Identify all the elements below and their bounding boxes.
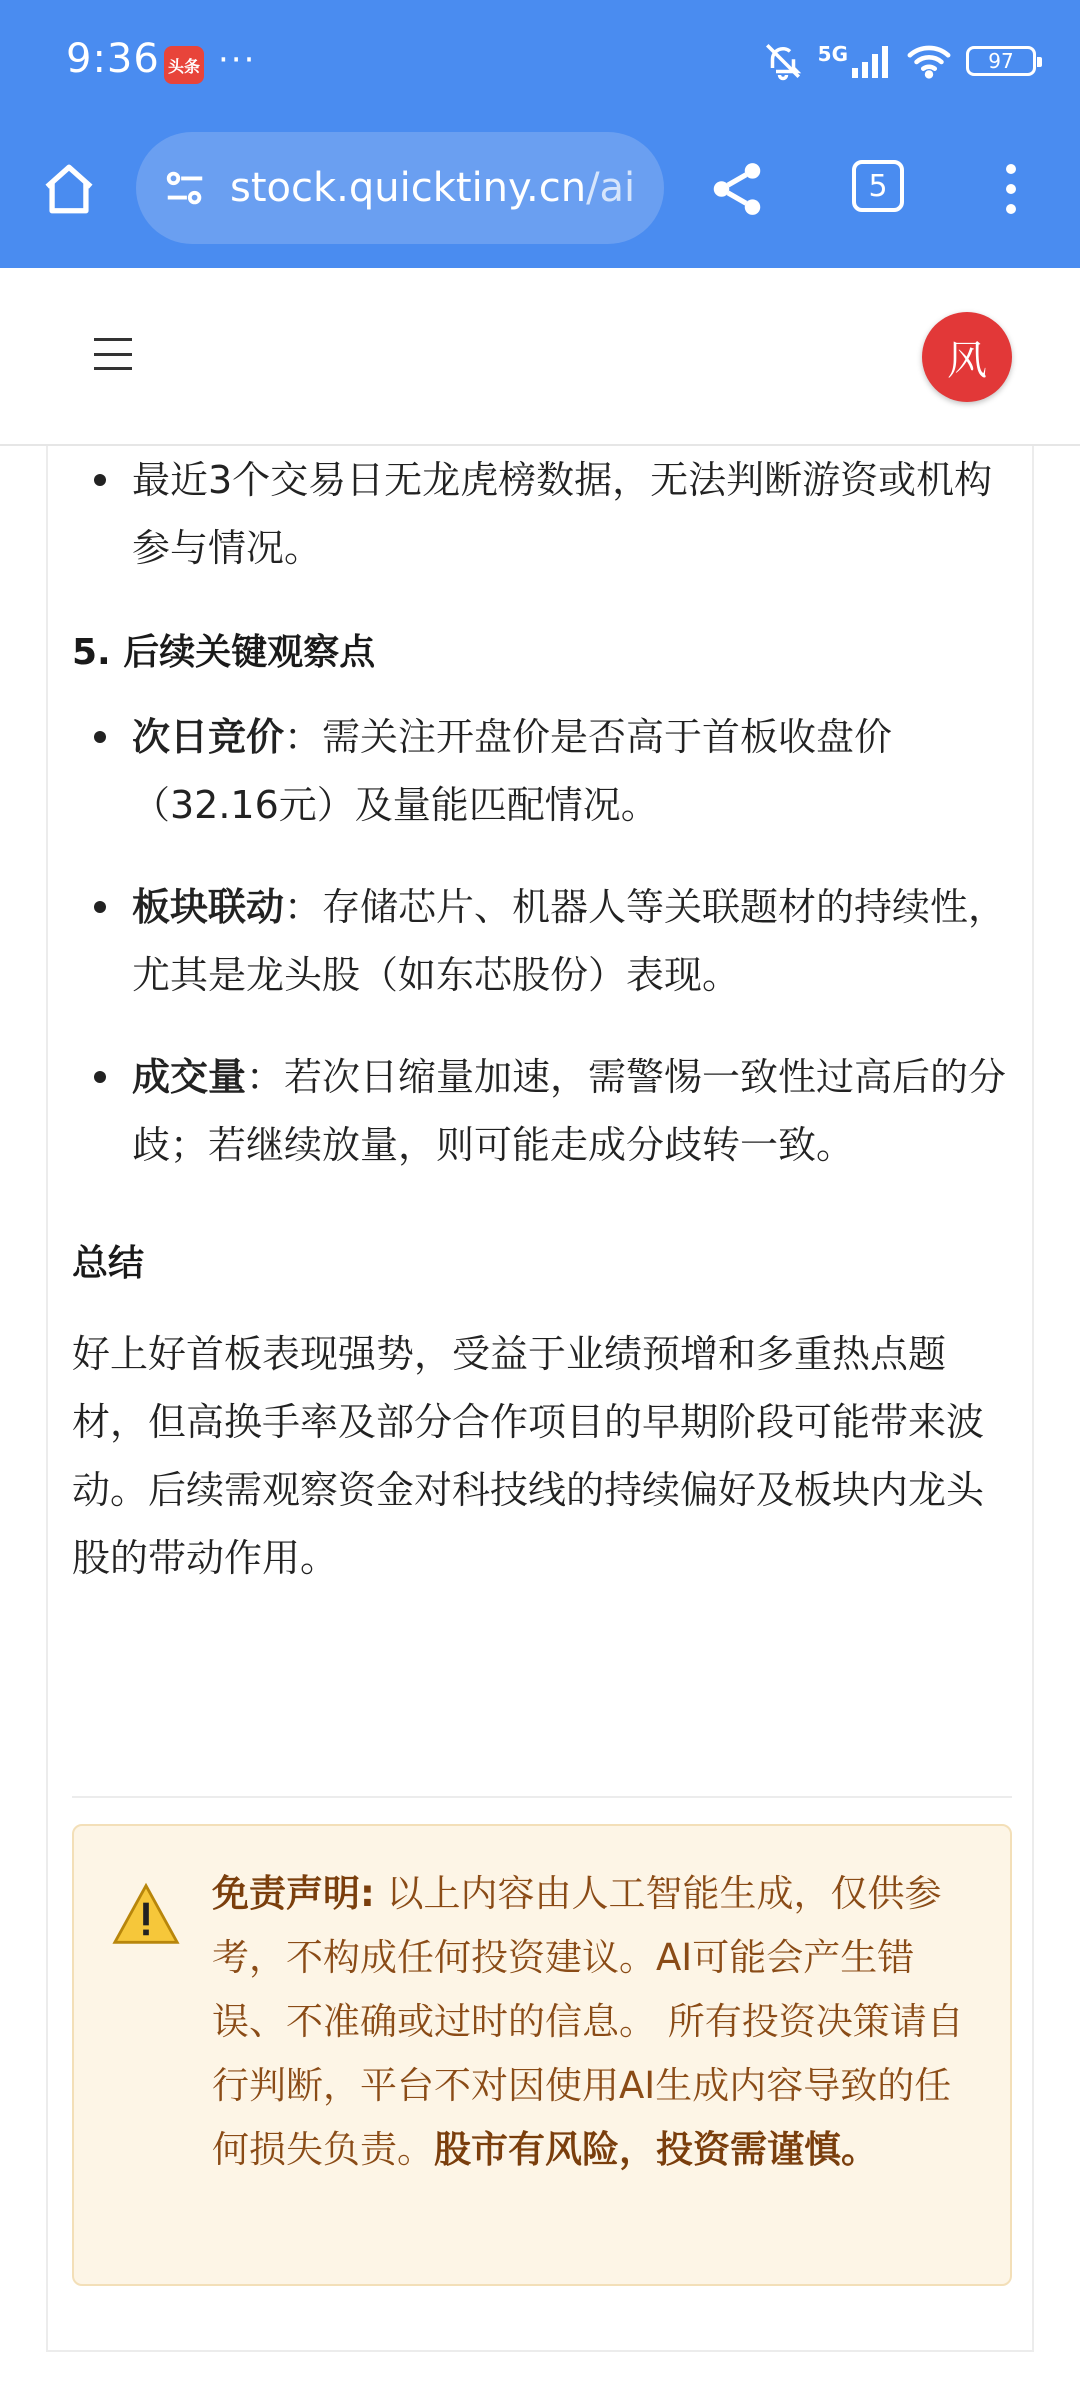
item-text: ：存储芯片、机器人等关联题材的持续性，尤其是龙头股（如东芯股份）表现。 (132, 885, 1007, 997)
tab-switcher-button[interactable]: 5 (852, 160, 904, 212)
item-title: 次日竞价 (132, 715, 285, 759)
home-icon (40, 160, 98, 218)
status-icons (762, 40, 1036, 82)
item-text: ：需关注开盘价是否高于首板收盘价（32.16元）及量能匹配情况。 (132, 715, 893, 827)
more-menu-icon[interactable] (996, 158, 1026, 220)
mute-bell-icon (762, 40, 804, 82)
share-icon[interactable] (706, 158, 768, 220)
toutiao-app-icon: 头条 (164, 46, 204, 84)
summary-heading: 总结 (72, 1243, 145, 1284)
analysis-content (46, 446, 1034, 2352)
user-avatar[interactable]: 风 (922, 312, 1012, 402)
list-item (72, 873, 1012, 1009)
list-item: 最近3个交易日无龙虎榜数据，无法判断游资或机构参与情况。 (72, 446, 1012, 582)
list-item (72, 1043, 1012, 1179)
warning-icon (112, 1882, 180, 1946)
signal-icon (852, 44, 892, 78)
url-path: /ai (586, 165, 636, 211)
top-list (72, 446, 1012, 582)
browser-chrome (0, 0, 1080, 268)
hamburger-menu-icon[interactable] (94, 338, 132, 370)
summary-text: 好上好首板表现强势，受益于业绩预增和多重热点题材，但高换手率及部分合作项目的早期阶段可能带来波动。后续需观察资金对科技线的持续偏好及板块内龙头股的带动作用。 (72, 1332, 985, 1580)
list-item (72, 703, 1012, 839)
section-heading: 5. 后续关键观察点 (72, 632, 376, 673)
item-title: 成交量 (132, 1055, 247, 1099)
battery-icon: 97 (966, 46, 1036, 76)
home-button[interactable] (38, 158, 100, 220)
site-settings-icon[interactable] (162, 165, 208, 211)
status-time: 9:36 (66, 36, 160, 82)
disclaimer-label: 免责声明: (212, 1872, 375, 1915)
content-body (72, 446, 1012, 1592)
item-text: ：若次日缩量加速，需警惕一致性过高后的分歧；若继续放量，则可能走成分歧转一致。 (132, 1055, 1007, 1167)
observation-list (72, 703, 1012, 1179)
disclaimer-emphasis: 股市有风险，投资需谨慎。 (434, 2128, 878, 2171)
item-title: 板块联动 (132, 885, 285, 929)
url-text (230, 165, 635, 211)
status-bar (0, 0, 1080, 128)
address-bar[interactable] (136, 132, 664, 244)
disclaimer-body: 以上内容由人工智能生成，仅供参考，不构成任何投资建议。AI可能会产生错误、不准确或过时的信息。 所有投资决策请自行判断，平台不对因使用AI生成内容导致的任何损失负责。 (212, 1872, 964, 2171)
disclaimer-text (212, 1862, 982, 2182)
page-header (0, 268, 1080, 446)
network-type-label: 5G (817, 42, 848, 66)
wifi-icon (906, 43, 952, 79)
more-notifications-icon: ··· (218, 40, 257, 80)
divider (72, 1796, 1012, 1798)
browser-toolbar (0, 128, 1080, 268)
disclaimer-box (72, 1824, 1012, 2286)
url-host: stock.quicktiny.cn (230, 165, 587, 211)
